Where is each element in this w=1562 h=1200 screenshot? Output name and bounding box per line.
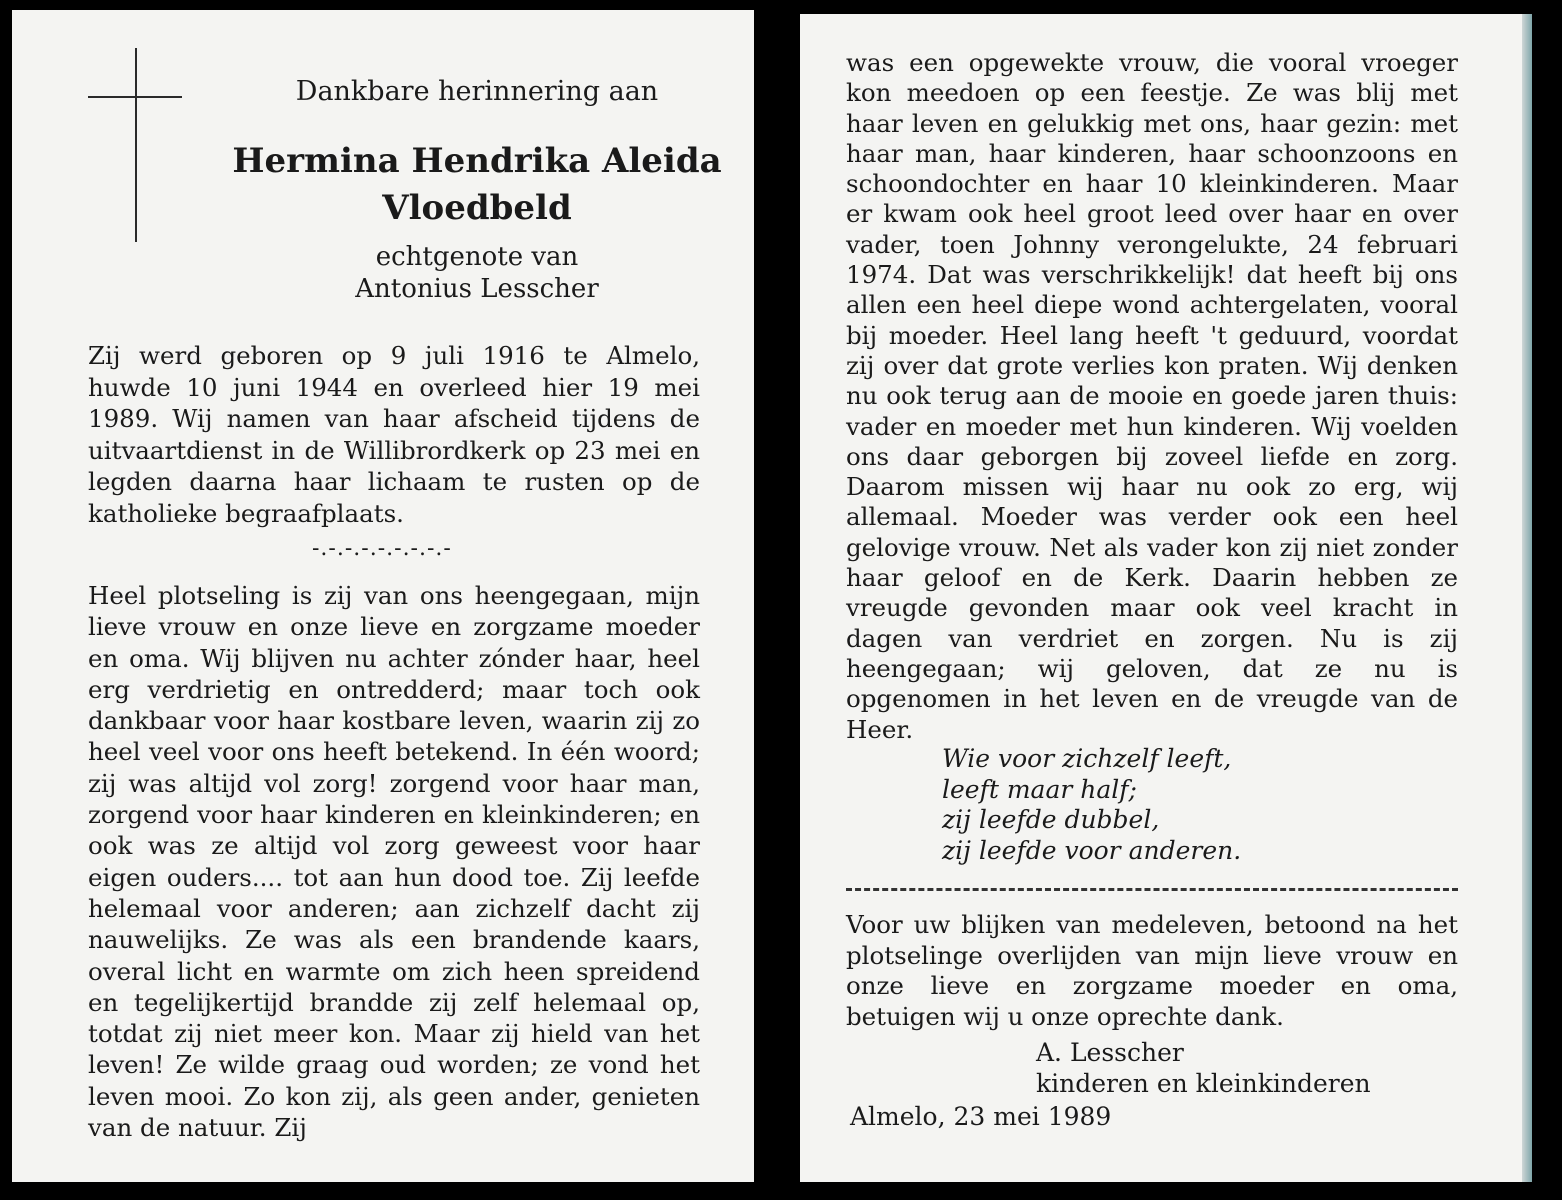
- place-date: Almelo, 23 mei 1989: [850, 1102, 1112, 1131]
- poem-line: zij leefde voor anderen.: [942, 835, 1242, 865]
- bio-paragraph: Zij werd geboren op 9 juli 1916 te Almelo, huwde 10 juni 1944 en overleed hier 19 mei 1989. Wij namen van haar afscheid tijdens de uitvaartdienst in de Willibrordkerk op 23 mei en legden daarna haar lichaam te rusten op de katholieke begraafplaats.: [88, 341, 700, 528]
- cross-horizontal-bar: [88, 96, 182, 98]
- signature-family: kinderen en kleinkinderen: [1036, 1068, 1371, 1098]
- spouse-name: Antonius Lesscher: [355, 274, 599, 304]
- cross-vertical-bar: [135, 48, 137, 242]
- poem-line: zij leefde dubbel,: [942, 805, 1160, 834]
- deceased-name-line2: Vloedbeld: [382, 188, 572, 228]
- scan-edge: [1522, 14, 1532, 1182]
- continuation-paragraph: was een opgewekte vrouw, die vooral vroeger kon meedoen op een feestje. Ze was blij met haar leven en gelukkig met ons, haar gezin: met haar man, haar kinderen, haar schoonzoons en schoondochter en haar 10 kleinkinderen. Maar er kwam ook heel groot leed over haar en over vader, toen Johnny verongelukte, 24 februari 1974. Dat was verschrikkelijk! dat heeft bij ons allen een heel diepe wond achtergelaten, vooral bij moeder. Heel lang heeft 't geduurd, voordat zij over dat grote verlies kon praten. Wij denken nu ook terug aan de mooie en goede jaren thuis: vader en moeder met hun kinderen. Wij voelden ons daar geborgen bij zoveel liefde en zorg. Daarom missen wij haar nu ook zo erg, wij allemaal. Moeder was verder ook een heel gelovige vrouw. Net als vader kon zij niet zonder haar geloof en de Kerk. Daarin hebben ze vreugde gevonden maar ook veel kracht in dagen van verdriet en zorgen. Nu is zij heengegaan; wij geloven, dat ze nu is opgenomen in het leven en de vreugde van de Heer.: [846, 48, 1458, 744]
- poem: [942, 744, 1241, 866]
- right-page: [800, 14, 1532, 1182]
- thanks-paragraph: Voor uw blijken van medeleven, betoond na het plotselinge overlijden van mijn lieve vrouw en onze lieve en zorgzame moeder en oma, betuigen wij u onze oprechte dank.: [846, 910, 1458, 1031]
- tribute-paragraph: Heel plotseling is zij van ons heengegaan, mijn lieve vrouw en onze lieve en zorgzame moeder en oma. Wij blijven nu achter zónder haar, heel erg verdrietig en ontredderd; maar toch ook dankbaar voor haar kostbare leven, waarin zij zo heel veel voor ons heeft betekend. In één woord; zij was altijd vol zorg! zorgend voor haar man, zorgend voor haar kinderen en kleinkinderen; en ook was ze altijd vol zorg geweest voor haar eigen ouders.... tot aan hun dood toe. Zij leefde helemaal voor anderen; aan zichzelf dacht zij nauwelijks. Ze was als een brandende kaars, overal licht en warmte om zich heen spreidend en tegelijkertijd brandde zij zelf helemaal op, totdat zij niet meer kon. Maar zij hield van het leven! Ze wilde graag oud worden; ze vond het leven mooi. Zo kon zij, als geen ander, genieten van de natuur. Zij: [88, 581, 700, 1143]
- section-divider: -.-.-.-.-.-.-.-.-: [312, 536, 452, 561]
- deceased-name-line1: Hermina Hendrika Aleida: [232, 141, 722, 181]
- signature-name: A. Lesscher: [1036, 1038, 1184, 1067]
- poem-line: leeft maar half;: [942, 774, 1137, 804]
- left-page: [12, 10, 754, 1182]
- poem-line: Wie voor zichzelf leeft,: [942, 744, 1232, 773]
- spouse-prefix: echtgenote van: [375, 242, 579, 272]
- card-heading: Dankbare herinnering aan: [295, 76, 659, 107]
- signature: [1036, 1038, 1371, 1099]
- deceased-name: [232, 138, 722, 232]
- dashed-divider: [846, 888, 1458, 891]
